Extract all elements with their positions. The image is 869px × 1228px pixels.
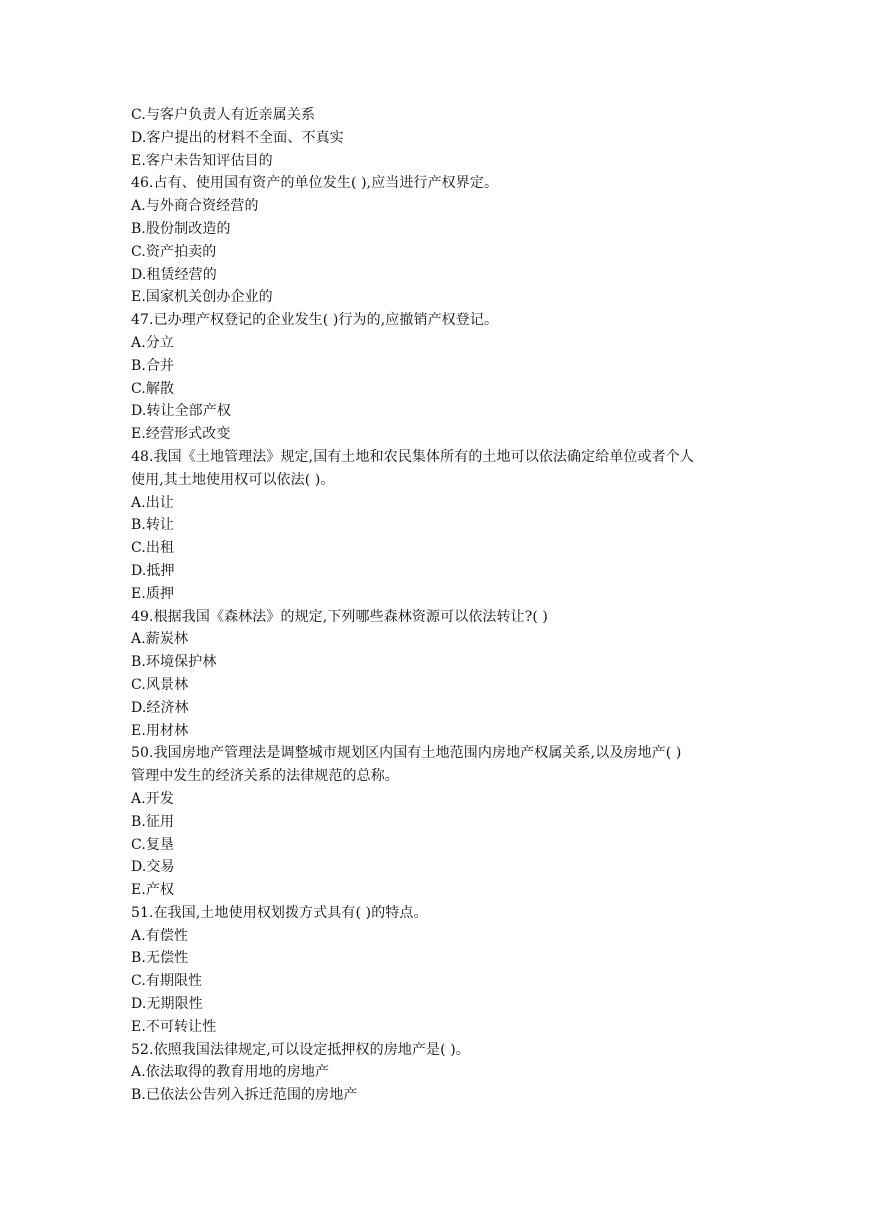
option-d-q49: D.经济林	[131, 699, 189, 716]
option-a-q48: A.出让	[131, 494, 174, 511]
option-e-q47: E.经营形式改变	[131, 426, 231, 443]
option-c-q46: C.资产拍卖的	[131, 243, 217, 260]
question-50-line1: 50.我国房地产管理法是调整城市规划区内国有土地范围内房地产权属关系,以及房地产( )	[131, 745, 682, 762]
option-b-q52: B.已依法公告列入拆迁范围的房地产	[131, 1087, 358, 1104]
option-d-q47: D.转让全部产权	[131, 403, 231, 420]
document-page	[131, 104, 771, 1107]
question-50-line2: 管理中发生的经济关系的法律规范的总称。	[131, 768, 399, 785]
option-a-q50: A.开发	[131, 790, 174, 807]
option-e-q46: E.国家机关创办企业的	[131, 289, 273, 306]
option-d-q51: D.无期限性	[131, 996, 203, 1013]
option-e-q48: E.质押	[131, 585, 175, 602]
question-46: 46.占有、使用国有资产的单位发生( ),应当进行产权界定。	[131, 175, 499, 192]
option-e-q51: E.不可转让性	[131, 1018, 217, 1035]
option-d-q48: D.抵押	[131, 562, 175, 579]
option-b-q51: B.无偿性	[131, 950, 189, 967]
option-e-q50: E.产权	[131, 882, 175, 899]
option-a-q52: A.依法取得的教育用地的房地产	[131, 1064, 330, 1081]
option-d-q46: D.租赁经营的	[131, 266, 217, 283]
question-51: 51.在我国,土地使用权划拨方式具有( )的特点。	[131, 904, 428, 921]
option-c-q45: C.与客户负责人有近亲属关系	[131, 107, 316, 123]
option-c-q50: C.复垦	[131, 836, 175, 853]
option-a-q46: A.与外商合资经营的	[131, 198, 259, 215]
option-e-q45: E.客户未告知评估目的	[131, 152, 273, 169]
option-a-q47: A.分立	[131, 334, 174, 351]
question-49: 49.根据我国《森林法》的规定,下列哪些森林资源可以依法转让?( )	[131, 608, 548, 625]
option-b-q48: B.转让	[131, 517, 175, 534]
question-52: 52.依照我国法律规定,可以设定抵押权的房地产是( )。	[131, 1041, 470, 1058]
option-e-q49: E.用材林	[131, 722, 189, 739]
option-d-q45: D.客户提出的材料不全面、不真实	[131, 129, 344, 146]
option-d-q50: D.交易	[131, 859, 175, 876]
option-b-q46: B.股份制改造的	[131, 220, 231, 237]
option-b-q50: B.征用	[131, 813, 175, 830]
option-c-q51: C.有期限性	[131, 973, 203, 990]
option-a-q49: A.薪炭林	[131, 631, 189, 648]
question-48-line2: 使用,其土地使用权可以依法( )。	[131, 471, 335, 488]
option-c-q49: C.风景林	[131, 676, 189, 693]
option-c-q48: C.出租	[131, 540, 175, 557]
option-b-q49: B.环境保护林	[131, 654, 217, 671]
option-c-q47: C.解散	[131, 380, 175, 397]
option-b-q47: B.合并	[131, 357, 175, 374]
question-47: 47.已办理产权登记的企业发生( )行为的,应撤销产权登记。	[131, 312, 499, 329]
option-a-q51: A.有偿性	[131, 927, 189, 944]
question-48-line1: 48.我国《土地管理法》规定,国有土地和农民集体所有的土地可以依法确定给单位或者个人	[131, 448, 694, 465]
